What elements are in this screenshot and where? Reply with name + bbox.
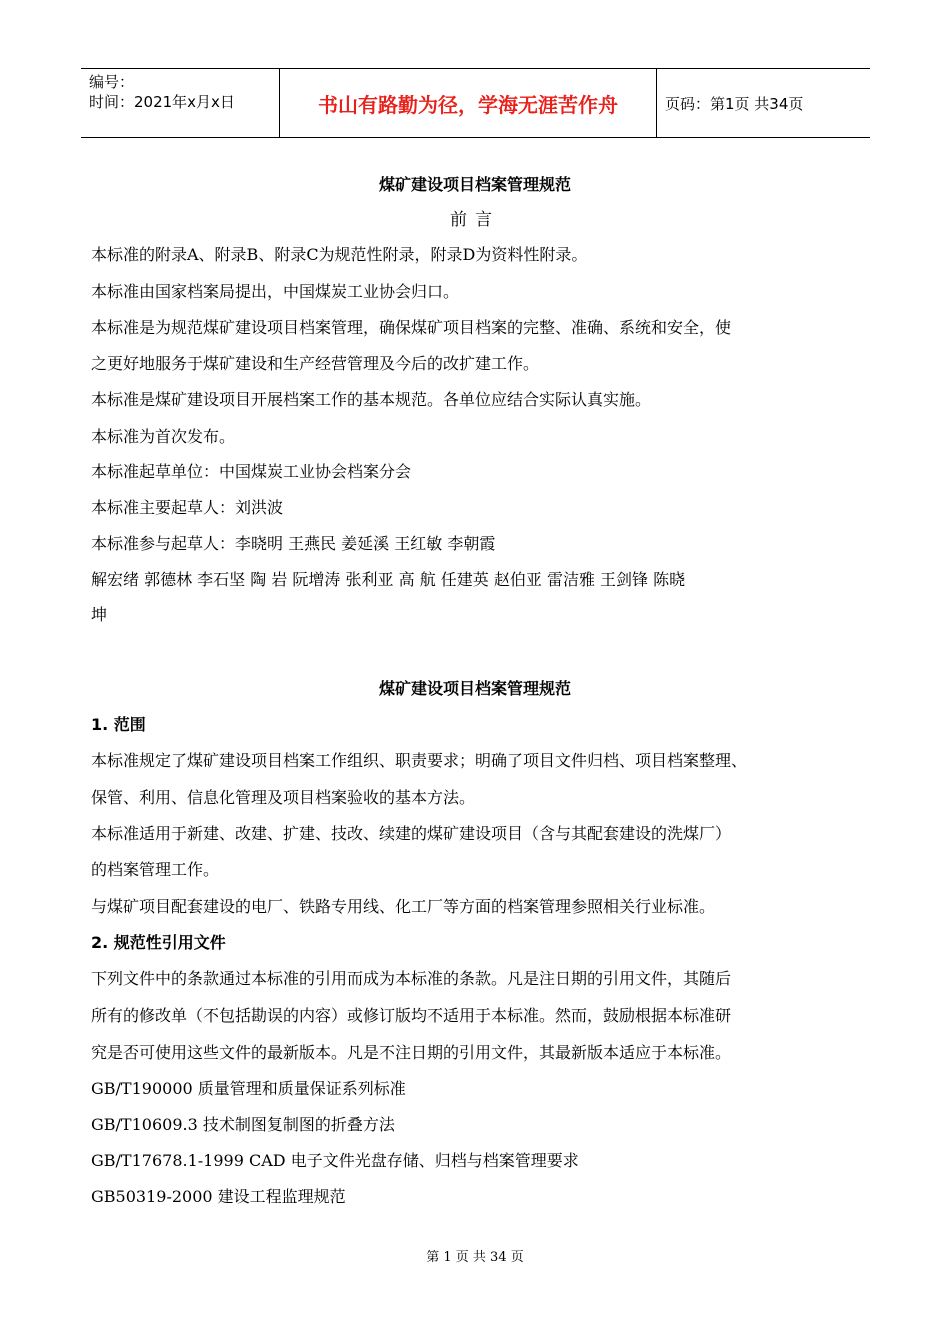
reference-item: GB50319-2000 建设工程监理规范 bbox=[91, 1187, 346, 1206]
section-2-line: 所有的修改单（不包括勘误的内容）或修订版均不适用于本标准。然而，鼓励根据本标准研 bbox=[91, 1006, 732, 1025]
header-page-info: 页码：第1页 共34页 bbox=[665, 94, 804, 113]
page-footer: 第 1 页 共 34 页 bbox=[426, 1250, 524, 1265]
section-1-heading: 1. 范围 bbox=[91, 715, 146, 734]
preface-line: 本标准是煤矿建设项目开展档案工作的基本规范。各单位应结合实际认真实施。 bbox=[91, 390, 652, 409]
section-title: 煤矿建设项目档案管理规范 bbox=[378, 679, 571, 698]
document-title: 煤矿建设项目档案管理规范 bbox=[378, 175, 571, 194]
number-label: 编号： bbox=[89, 73, 135, 91]
header-motto: 书山有路勤为径，学海无涯苦作舟 bbox=[280, 69, 657, 137]
page-header bbox=[81, 68, 870, 138]
preface-line: 本标准参与起草人：李晓明 王燕民 姜延溪 王红敏 李朝霞 bbox=[91, 534, 496, 553]
section-2-line: 下列文件中的条款通过本标准的引用而成为本标准的条款。凡是注日期的引用文件，其随后 bbox=[91, 969, 732, 988]
preface-line: 解宏绪 郭德林 李石坚 陶 岩 阮增涛 张利亚 高 航 任建英 赵伯亚 雷洁雅 王剑锋 陈晓 bbox=[91, 570, 686, 589]
header-meta bbox=[81, 69, 280, 137]
section-1-line: 的档案管理工作。 bbox=[91, 860, 220, 879]
section-1-line: 本标准规定了煤矿建设项目档案工作组织、职责要求；明确了项目文件归档、项目档案整理、 bbox=[91, 751, 748, 770]
reference-item: GB/T190000 质量管理和质量保证系列标准 bbox=[91, 1079, 406, 1098]
preface-line: 本标准是为规范煤矿建设项目档案管理，确保煤矿项目档案的完整、准确、系统和安全，使 bbox=[91, 318, 732, 337]
time-label: 时间：2021年x月x日 bbox=[89, 93, 235, 111]
section-1-line: 与煤矿项目配套建设的电厂、铁路专用线、化工厂等方面的档案管理参照相关行业标准。 bbox=[91, 897, 716, 916]
preface-heading: 前言 bbox=[450, 210, 500, 230]
section-2-line: 究是否可使用这些文件的最新版本。凡是不注日期的引用文件，其最新版本适应于本标准。 bbox=[91, 1043, 732, 1062]
reference-item: GB/T17678.1-1999 CAD 电子文件光盘存储、归档与档案管理要求 bbox=[91, 1151, 579, 1170]
preface-line: 本标准起草单位：中国煤炭工业协会档案分会 bbox=[91, 462, 412, 481]
preface-line: 之更好地服务于煤矿建设和生产经营管理及今后的改扩建工作。 bbox=[91, 354, 540, 373]
preface-line: 本标准主要起草人：刘洪波 bbox=[91, 498, 284, 517]
section-1-line: 保管、利用、信息化管理及项目档案验收的基本方法。 bbox=[91, 788, 476, 807]
preface-line: 坤 bbox=[91, 605, 108, 624]
section-2-heading: 2. 规范性引用文件 bbox=[91, 933, 226, 952]
preface-line: 本标准的附录A、附录B、附录C为规范性附录，附录D为资料性附录。 bbox=[91, 245, 588, 264]
preface-line: 本标准由国家档案局提出，中国煤炭工业协会归口。 bbox=[91, 282, 460, 301]
reference-item: GB/T10609.3 技术制图复制图的折叠方法 bbox=[91, 1115, 395, 1134]
section-1-line: 本标准适用于新建、改建、扩建、技改、续建的煤矿建设项目（含与其配套建设的洗煤厂） bbox=[91, 824, 732, 843]
preface-line: 本标准为首次发布。 bbox=[91, 427, 236, 446]
